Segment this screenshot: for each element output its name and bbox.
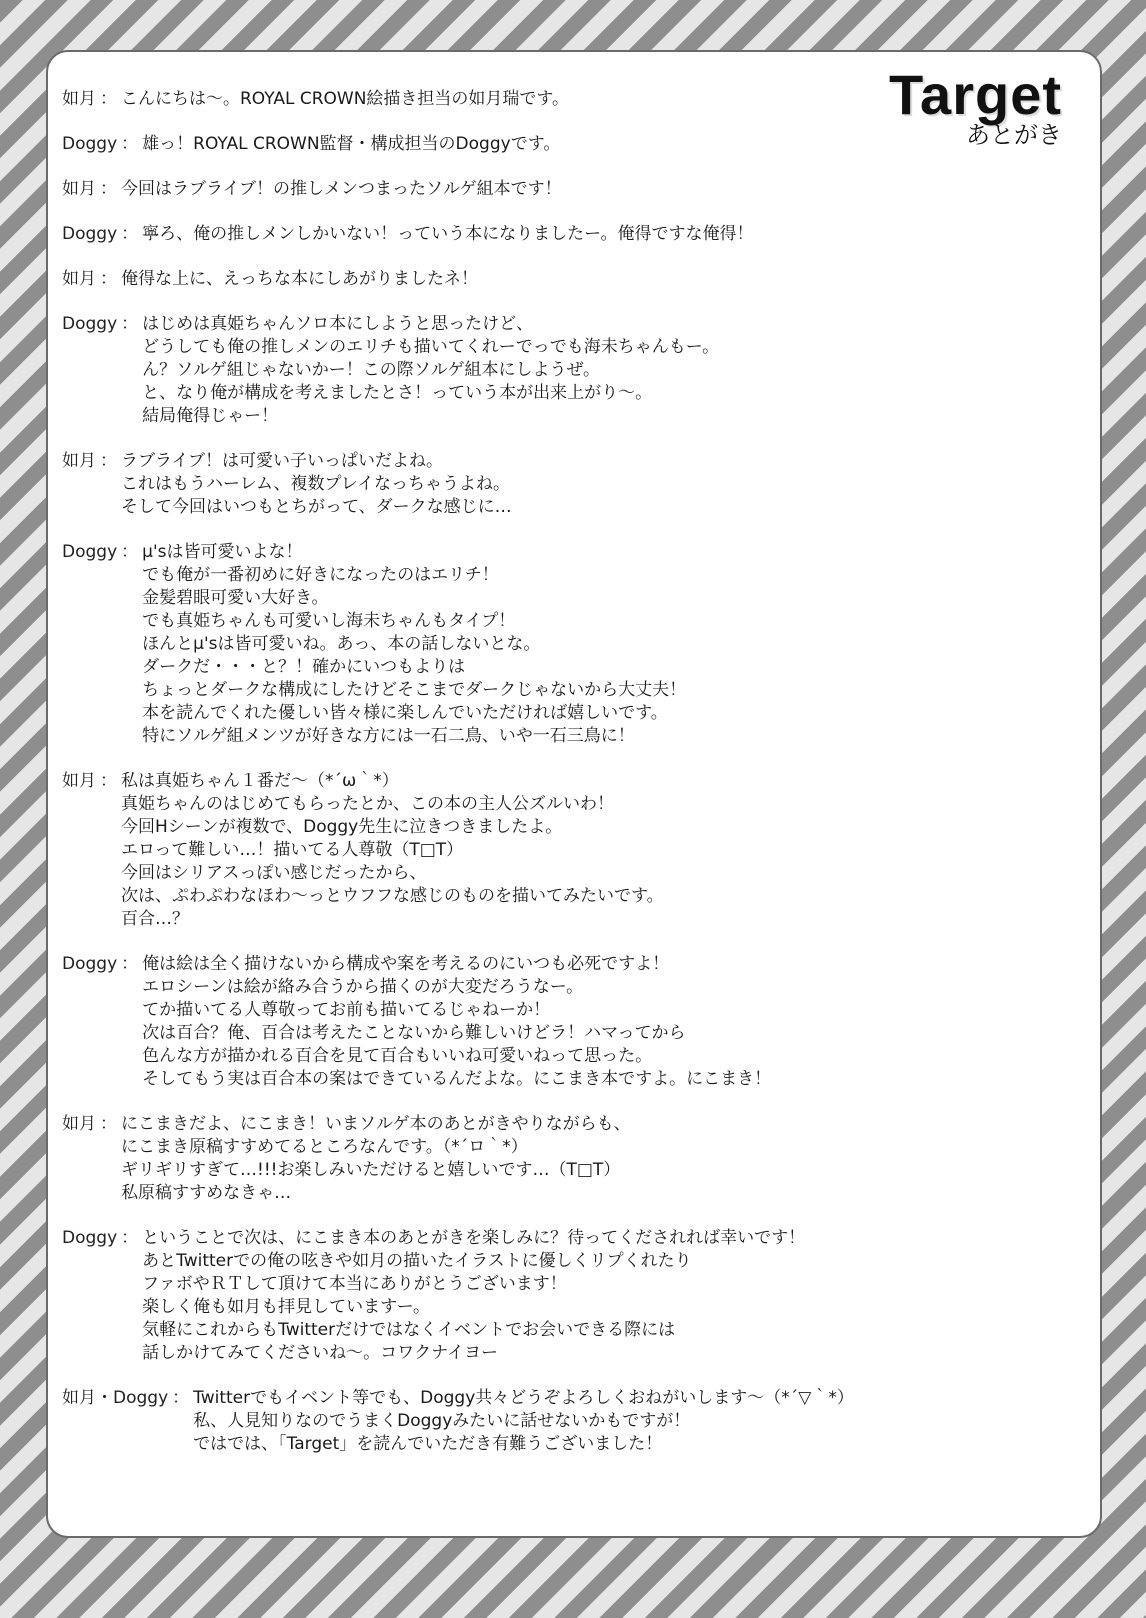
afterword-panel (46, 50, 1102, 1538)
dialogue-lines (121, 770, 664, 931)
dialogue-entry (62, 1227, 1092, 1365)
dialogue-entry (62, 450, 1092, 519)
dialogue-line: 私、人見知りなのでうまくDoggyみたいに話せないかもですが！ (193, 1411, 691, 1431)
dialogue-line: これはもうハーレム、複数プレイなっちゃうよね。 (121, 474, 510, 494)
dialogue-line: 寧ろ、俺の推しメンしかいない！っていう本になりましたー。俺得ですな俺得！ (142, 224, 754, 244)
speaker-name: 如月 (62, 771, 96, 791)
dialogue-entry (62, 1113, 1092, 1205)
dialogue-line: ということで次は、にこまき本のあとがきを楽しみに？待ってくだされれば幸いです！ (142, 1228, 806, 1248)
dialogue-line: どうしても俺の推しメンのエリチも描いてくれーでっでも海未ちゃんもー。 (142, 337, 720, 357)
speaker-name: Doggy (62, 314, 118, 334)
dialogue-line: 話しかけてみてくださいね～。コワクナイヨー (142, 1343, 498, 1363)
speaker-separator: ： (121, 542, 139, 562)
speaker-separator: ： (100, 771, 117, 791)
dialogue-lines (142, 313, 719, 428)
dialogue-entry (62, 223, 1092, 246)
speaker-separator: ： (121, 314, 139, 334)
speaker-separator: ： (100, 269, 117, 289)
dialogue-entry (62, 953, 1092, 1091)
dialogue-line: こんにちは～。ROYAL CROWN絵描き担当の如月瑞です。 (121, 89, 570, 109)
speaker-name: Doggy (62, 134, 118, 154)
dialogue-line: ほんとμ'sは皆可愛いね。あっ、本の話しないとな。 (142, 634, 541, 654)
page-title: Target (889, 63, 1062, 126)
dialogue-entry (62, 178, 1092, 201)
speaker-separator: ： (100, 89, 117, 109)
dialogue-lines (193, 1387, 854, 1456)
dialogue-line: でも俺が一番初めに好きになったのはエリチ！ (142, 565, 499, 585)
dialogue-entry (62, 133, 1092, 156)
dialogue-line: 結局俺得じゃー！ (142, 406, 279, 426)
dialogue-entry (62, 770, 1092, 931)
dialogue-line: にこまきだよ、にこまき！いまソルゲ本のあとがきやりながらも、 (121, 1114, 631, 1134)
dialogue-line: ギリギリすぎて…!!!お楽しみいただけると嬉しいです…（T□T） (121, 1160, 621, 1180)
dialogue-line: ん？ソルゲ組じゃないかー！この際ソルゲ組本にしようぜ。 (142, 360, 600, 380)
dialogue-line: μ'sは皆可愛いよな！ (142, 542, 303, 562)
speaker-separator: ： (100, 451, 117, 471)
dialogue-entry (62, 1387, 1092, 1456)
speaker-name: Doggy (62, 1228, 118, 1248)
dialogue-line: あとTwitterでの俺の呟きや如月の描いたイラストに優しくリプくれたり (142, 1251, 692, 1271)
speaker-separator: ： (100, 179, 117, 199)
dialogue-lines (142, 133, 560, 156)
dialogue-line: 本を読んでくれた優しい皆々様に楽しんでいただければ嬉しいです。 (142, 703, 668, 723)
dialogue-line: 色んな方が描かれる百合を見て百合もいいね可愛いねって思った。 (142, 1046, 653, 1066)
speaker-name: 如月 (62, 451, 96, 471)
speaker-name: 如月 (62, 89, 96, 109)
dialogue-lines (121, 1113, 631, 1205)
dialogue-line: エロシーンは絵が絡み合うから描くのが大変だろうなー。 (142, 977, 584, 997)
dialogue-line: 楽しく俺も如月も拝見していますー。 (142, 1297, 430, 1317)
dialogue-line: 次は、ぷわぷわなほわ～っとウフフな感じのものを描いてみたいです。 (121, 886, 664, 906)
dialogue-line: 私は真姫ちゃん１番だ～（*´ω｀*） (121, 771, 399, 791)
dialogue-line: 次は百合？俺、百合は考えたことないから難しいけどラ！ハマってから (142, 1023, 686, 1043)
dialogue-line: ちょっとダークな構成にしたけどそこまでダークじゃないから大丈夫！ (142, 680, 687, 700)
dialogue-line: 今回はシリアスっぽい感じだったから、 (121, 863, 427, 883)
dialogue-lines (121, 178, 562, 201)
dialogue-lines (142, 541, 686, 748)
dialogue-line: 今回Hシーンが複数で、Doggy先生に泣きつきましたよ。 (121, 817, 563, 837)
dialogue-lines (121, 88, 569, 111)
dialogue-line: エロって難しい…！描いてる人尊敬（T□T） (121, 840, 464, 860)
dialogue-line: 私原稿すすめなきゃ… (121, 1183, 292, 1203)
dialogue-lines (142, 223, 753, 246)
dialogue-list (62, 88, 1092, 1478)
dialogue-line: Twitterでもイベント等でも、Doggy共々どうぞよろしくおねがいします～（*´▽｀*） (193, 1388, 854, 1408)
dialogue-line: 俺得な上に、えっちな本にしあがりましたネ！ (121, 269, 478, 289)
dialogue-line: 気軽にこれからもTwitterだけではなくイベントでお会いできる際には (142, 1320, 676, 1340)
dialogue-lines (121, 450, 512, 519)
dialogue-line: ファボやＲＴして頂けて本当にありがとうございます！ (142, 1274, 567, 1294)
speaker-separator: ： (121, 224, 139, 244)
speaker-name: Doggy (62, 954, 118, 974)
dialogue-line: ラブライブ！は可愛い子いっぱいだよね。 (121, 451, 443, 471)
speaker-separator: ： (100, 1114, 117, 1134)
dialogue-line: 百合…？ (121, 909, 189, 929)
speaker-name: 如月 (62, 179, 96, 199)
dialogue-lines (142, 953, 771, 1091)
dialogue-entry (62, 541, 1092, 748)
speaker-separator: ： (121, 1228, 139, 1248)
dialogue-line: 雄っ！ROYAL CROWN監督・構成担当のDoggyです。 (142, 134, 561, 154)
dialogue-line: てか描いてる人尊敬ってお前も描いてるじゃねーか！ (142, 1000, 551, 1020)
speaker-separator: ： (121, 954, 139, 974)
dialogue-entry (62, 88, 1092, 111)
dialogue-line: 俺は絵は全く描けないから構成や案を考えるのにいつも必死ですよ！ (142, 954, 670, 974)
page-subtitle: あとがき (966, 121, 1062, 149)
dialogue-line: はじめは真姫ちゃんソロ本にしようと思ったけど、 (142, 314, 534, 334)
dialogue-line: ではでは、「Target」を読んでいただき有難うございました！ (193, 1434, 663, 1454)
dialogue-line: そしてもう実は百合本の案はできているんだよな。にこまき本ですよ。にこまき！ (142, 1069, 772, 1089)
speaker-name: 如月 (62, 269, 96, 289)
dialogue-line: 真姫ちゃんのはじめてもらったとか、この本の主人公ズルいわ！ (121, 794, 614, 814)
speaker-separator: ： (121, 134, 139, 154)
dialogue-line: 金髪碧眼可愛い大好き。 (142, 588, 329, 608)
dialogue-entry (62, 268, 1092, 291)
dialogue-line: そして今回はいつもとちがって、ダークな感じに… (121, 497, 512, 517)
dialogue-line: ダークだ・・・と？！確かにいつもよりは (142, 657, 466, 677)
dialogue-lines (142, 1227, 805, 1365)
dialogue-line: にこまき原稿すすめてるところなんです。（*´ロ｀*） (121, 1137, 528, 1157)
speaker-name: Doggy (62, 224, 118, 244)
speaker-name: Doggy (62, 542, 118, 562)
speaker-name: 如月・Doggy (62, 1388, 169, 1408)
dialogue-lines (121, 268, 478, 291)
speaker-name: 如月 (62, 1114, 96, 1134)
dialogue-line: でも真姫ちゃんも可愛いし海未ちゃんもタイプ！ (142, 611, 516, 631)
speaker-separator: ： (172, 1388, 190, 1408)
dialogue-line: 特にソルゲ組メンツが好きな方には一石二鳥、いや一石三鳥に！ (142, 726, 635, 746)
dialogue-entry (62, 313, 1092, 428)
dialogue-line: 今回はラブライブ！の推しメンつまったソルゲ組本です！ (121, 179, 562, 199)
dialogue-line: と、なり俺が構成を考えましたとさ！っていう本が出来上がり～。 (142, 383, 653, 403)
